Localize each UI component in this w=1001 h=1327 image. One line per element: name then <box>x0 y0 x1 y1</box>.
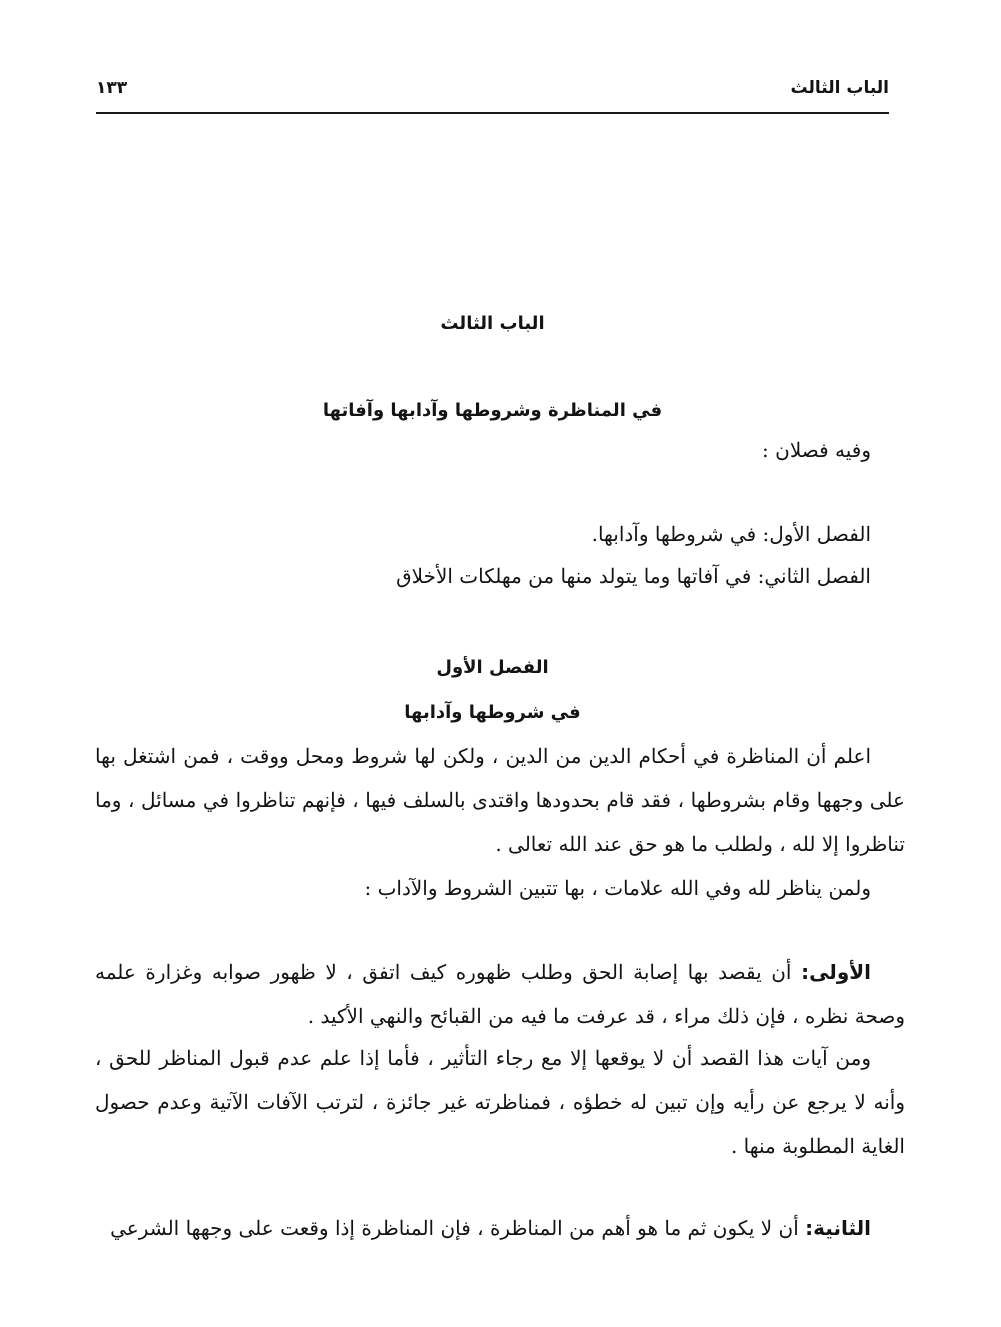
paragraph-3 <box>95 1036 905 1168</box>
condition-second-text: أن لا يكون ثم ما هو أهم من المناظرة ، فإن المناظرة إذا وقعت على وجهها الشرعي <box>110 1216 806 1240</box>
paragraph-2-text: ولمن يناظر لله وفي الله علامات ، بها تتبين الشروط والآداب : <box>364 876 871 900</box>
chapter-intro: وفيه فصلان : <box>762 438 871 462</box>
chapter-title: في المناظرة وشروطها وآدابها وآفاتها <box>322 400 663 421</box>
running-header <box>96 76 889 114</box>
condition-first-lead: الأولى: <box>801 960 871 984</box>
section-label: الفصل الأول <box>436 657 549 678</box>
condition-first-text: أن يقصد بها إصابة الحق وطلب ظهوره كيف اتفق ، لا ظهور صوابه وغزارة علمه وصحة نظره ، فإن ذلك مراء ، قد عرفت ما فيه من القبائح والنهي الأكيد . <box>95 960 905 1028</box>
condition-first <box>95 950 905 1038</box>
paragraph-3-text: ومن آيات هذا القصد أن لا يوقعها إلا مع رجاء التأثير ، فأما إذا علم عدم قبول المناظر للحق ، وأنه لا يرجع عن رأيه وإن تبين له خطؤه ، فمناظرته غير جائزة ، لترتب الآفات الآتية وعدم حصول الغاية المطلوبة منها . <box>95 1046 905 1158</box>
chapter-label: الباب الثالث <box>440 313 545 334</box>
paragraph-1 <box>95 734 905 866</box>
condition-second-lead: الثانية: <box>805 1216 871 1240</box>
header-title: الباب الثالث <box>790 78 889 98</box>
page-number: ١٣٣ <box>96 78 128 98</box>
paragraph-2 <box>95 866 905 910</box>
section-list-item-1: الفصل الأول: في شروطها وآدابها. <box>591 522 871 546</box>
section-title: في شروطها وآدابها <box>404 702 581 723</box>
condition-second <box>95 1206 905 1250</box>
paragraph-1-text: اعلم أن المناظرة في أحكام الدين من الدين ، ولكن لها شروط ومحل ووقت ، فمن اشتغل بها على وجهها وقام بشروطها ، فقد قام بحدودها واقتدى بالسلف فيها ، فإنهم تناظروا في مسائل ، وما تناظروا إلا لله ، ولطلب ما هو حق عند الله تعالى . <box>95 744 905 856</box>
section-list-item-2: الفصل الثاني: في آفاتها وما يتولد منها من مهلكات الأخلاق <box>396 564 871 588</box>
